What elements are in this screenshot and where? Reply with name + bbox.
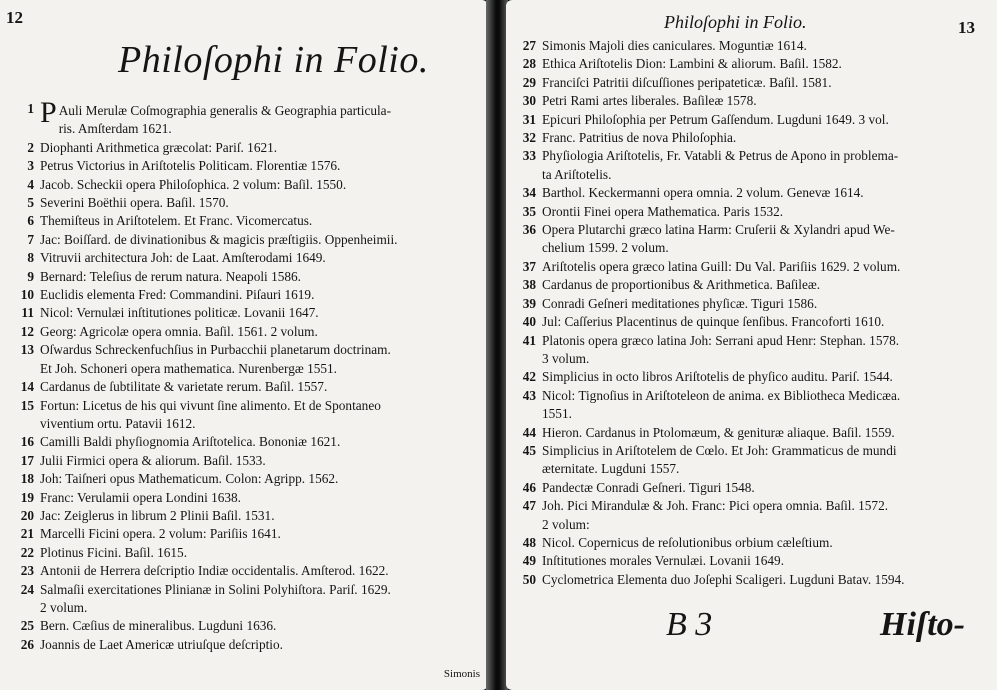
entry-text: Antonii de Herrera deſcriptio Indiæ occidentalis. Amſterod. 1622.	[40, 563, 389, 579]
catalog-entry	[510, 552, 980, 570]
catalog-entry	[6, 268, 482, 286]
catalog-entry	[6, 525, 482, 543]
catalog-entry	[510, 147, 980, 184]
catalog-entry	[510, 184, 980, 202]
entry-text: Jac: Zeiglerus in librum 2 Plinii Baſil. 1531.	[40, 507, 275, 523]
entry-number: 9	[27, 268, 34, 284]
catalog-entry	[510, 92, 980, 110]
entry-text: Platonis opera græco latina Joh: Serrani apud Henr: Stephan. 1578. 3 volum.	[542, 332, 900, 366]
book-gutter	[486, 0, 508, 690]
entry-text: Phyſiologia Ariſtotelis, Fr. Vatabli & Petrus de Apono in problema- ta Ariſtotelis.	[542, 148, 899, 182]
catalog-entry	[6, 452, 482, 470]
entry-number: 19	[20, 489, 34, 505]
catalog-entry	[510, 387, 980, 424]
entry-text: Camilli Baldi phyſiognomia Ariſtotelica. Bononiæ 1621.	[40, 434, 341, 450]
catalog-entry	[6, 617, 482, 635]
entry-number: 12	[20, 323, 34, 339]
page-title: Philoſophi in Folio.	[118, 39, 429, 81]
entry-text: Franciſci Patritii diſcuſſiones peripateticæ. Baſil. 1581.	[542, 74, 832, 90]
catalog-entry	[510, 111, 980, 129]
entry-number: 27	[522, 38, 536, 53]
signature-mark: B 3	[666, 606, 713, 643]
entry-number: 45	[522, 442, 536, 458]
entry-number: 5	[27, 195, 34, 211]
catalog-entry	[510, 571, 980, 589]
entry-text: Bern. Cæſius de mineralibus. Lugduni 1636.	[40, 618, 277, 634]
entry-number: 1	[27, 101, 34, 116]
catalog-entry	[6, 636, 482, 654]
entry-text: Severini Boëthii opera. Baſil. 1570.	[40, 195, 229, 211]
entry-text: Ethica Ariſtotelis Dion: Lambini & aliorum. Baſil. 1582.	[542, 56, 842, 72]
entry-number: 13	[20, 342, 34, 358]
entry-number: 4	[27, 176, 34, 192]
entry-text: Inſtitutiones morales Vernulæi. Lovanii 1649.	[542, 553, 785, 569]
entry-text: Jacob. Scheckii opera Philoſophica. 2 volum: Baſil. 1550.	[40, 176, 347, 192]
entry-number: 24	[20, 581, 34, 597]
entry-number: 8	[27, 250, 34, 266]
entry-text: Joh: Taiſneri opus Mathematicum. Colon: Agripp. 1562.	[40, 471, 339, 487]
catalog-entry	[6, 286, 482, 304]
page-number-right: 13	[958, 18, 975, 37]
catalog-entry	[6, 544, 482, 562]
entry-text: Petrus Victorius in Ariſtotelis Politicam. Florentiæ 1576.	[40, 158, 341, 174]
entry-text: Nicol: Vernulæi inſtitutiones politicæ. Lovanii 1647.	[40, 305, 319, 321]
entry-text: Simplicius in Ariſtotelem de Cœlo. Et Joh: Grammaticus de mundi æternitate. Lugduni 1557.	[542, 442, 897, 477]
entry-number: 20	[20, 507, 34, 523]
catalog-entry	[6, 341, 482, 378]
entry-number: 29	[522, 74, 536, 90]
entry-text: Julii Firmici opera & aliorum. Baſil. 1533.	[40, 452, 266, 468]
entry-number: 7	[27, 231, 34, 247]
entry-text: Simonis Majoli dies caniculares. Moguntiæ 1614.	[542, 38, 807, 53]
catalog-entry	[510, 479, 980, 497]
catalog-entry	[6, 157, 482, 175]
entry-number: 50	[522, 571, 536, 587]
catalog-entry	[510, 276, 980, 294]
entry-text: Petri Rami artes liberales. Baſileæ 1578.	[542, 93, 757, 109]
entry-number: 42	[522, 369, 536, 385]
entry-number: 22	[20, 544, 34, 560]
entry-number: 33	[522, 148, 536, 164]
entry-number: 15	[20, 397, 34, 413]
right-page	[506, 0, 997, 690]
entry-text: Vitruvii architectura Joh: de Laat. Amſterodami 1649.	[40, 250, 326, 266]
entry-number: 17	[20, 452, 34, 468]
catalog-entry	[510, 74, 980, 92]
entry-text: Oſwardus Schreckenfuchſius in Purbacchii planetarum doctrinam. Et Joh. Schoneri opera mathematica. Nurenbergæ 1551.	[40, 342, 391, 376]
entry-text: Georg: Agricolæ opera omnia. Baſil. 1561. 2 volum.	[40, 323, 318, 339]
entry-text: Plotinus Ficini. Baſil. 1615.	[40, 544, 188, 560]
catalog-entry	[6, 212, 482, 230]
page-number-left: 12	[6, 8, 23, 27]
entry-text: Diophanti Arithmetica græcolat: Pariſ. 1621.	[40, 139, 278, 155]
entry-number: 31	[522, 111, 536, 127]
catalog-entry	[510, 497, 980, 534]
entry-text: Orontii Finei opera Mathematica. Paris 1532.	[542, 203, 784, 219]
entry-text: Bernard: Teleſius de rerum natura. Neapoli 1586.	[40, 268, 301, 284]
entry-text: Euclidis elementa Fred: Commandini. Piſauri 1619.	[40, 287, 315, 303]
catalog-entry	[510, 129, 980, 147]
entry-number: 49	[522, 553, 536, 569]
entry-text: Salmaſii exercitationes Plinianæ in Solini Polyhiſtora. Pariſ. 1629. 2 volum.	[40, 581, 391, 615]
drop-capital: P	[40, 100, 57, 129]
entry-number: 39	[522, 295, 536, 311]
catalog-entry	[6, 562, 482, 580]
entry-list-right	[510, 37, 980, 589]
catalog-entry	[6, 304, 482, 322]
catalog-entry	[510, 221, 980, 258]
catalog-entry	[510, 368, 980, 386]
catalog-entry	[6, 231, 482, 249]
entry-text: Pandectæ Conradi Geſneri. Tiguri 1548.	[542, 479, 755, 495]
entry-text: Nicol. Copernicus de reſolutionibus orbium cæleſtium.	[542, 534, 833, 550]
entry-number: 11	[21, 305, 34, 321]
entry-number: 14	[20, 379, 34, 395]
entry-number: 32	[522, 130, 536, 146]
catalog-entry	[6, 507, 482, 525]
catalog-entry	[6, 139, 482, 157]
entry-text	[40, 100, 391, 139]
entry-number: 47	[522, 498, 536, 514]
entry-text: Cyclometrica Elementa duo Joſephi Scaligeri. Lugduni Batav. 1594.	[542, 571, 905, 587]
entry-number: 34	[522, 185, 536, 201]
catalog-entry	[6, 433, 482, 451]
entry-text: Jac: Boiſſard. de divinationibus & magicis præſtigiis. Oppenheimii.	[40, 231, 398, 247]
catalog-entry	[510, 442, 980, 479]
entry-number: 35	[522, 203, 536, 219]
entry-text: Simplicius in octo libros Ariſtotelis de phyſico auditu. Pariſ. 1544.	[542, 369, 893, 385]
entry-number: 43	[522, 387, 536, 403]
catalog-entry	[510, 37, 980, 55]
catalog-entry	[510, 55, 980, 73]
left-page	[0, 0, 488, 690]
entry-number: 36	[522, 222, 536, 238]
entry-text: Themiſteus in Ariſtotelem. Et Franc. Vicomercatus.	[40, 213, 313, 229]
entry-text: Barthol. Keckermanni opera omnia. 2 volum. Genevæ 1614.	[542, 185, 864, 201]
catalog-entry	[510, 424, 980, 442]
entry-number: 26	[20, 636, 34, 652]
entry-number: 40	[522, 314, 536, 330]
entry-number: 37	[522, 258, 536, 274]
catalog-entry	[510, 332, 980, 369]
entry-number: 48	[522, 534, 536, 550]
entry-text: Cardanus de ſubtilitate & varietate rerum. Baſil. 1557.	[40, 379, 328, 395]
entry-number: 16	[20, 434, 34, 450]
entry-number: 23	[20, 563, 34, 579]
entry-number: 28	[522, 56, 536, 72]
entry-number: 3	[27, 158, 34, 174]
entry-number: 30	[522, 93, 536, 109]
entry-number: 18	[20, 471, 34, 487]
entry-text: Conradi Geſneri meditationes phyſicæ. Tiguri 1586.	[542, 295, 818, 311]
catalog-entry	[6, 176, 482, 194]
entry-text: Franc: Verulamii opera Londini 1638.	[40, 489, 242, 505]
entry-text: Cardanus de proportionibus & Arithmetica. Baſileæ.	[542, 277, 821, 293]
entry-text: Hieron. Cardanus in Ptolomæum, & genituræ aliaque. Baſil. 1559.	[542, 424, 895, 440]
catalog-entry	[510, 295, 980, 313]
catalog-entry	[510, 258, 980, 276]
entry-text: Fortun: Licetus de his qui vivunt ſine alimento. Et de Spontaneo viventium ortu. Patavii 1612.	[40, 397, 381, 431]
catalog-entry	[6, 397, 482, 434]
entry-text-body: Auli Merulæ Coſmographia generalis & Geographia particula- ris. Amſterdam 1621.	[58, 103, 392, 137]
entry-number: 46	[522, 479, 536, 495]
entry-number: 38	[522, 277, 536, 293]
catalog-entry	[510, 534, 980, 552]
catalog-entry	[6, 249, 482, 267]
catalog-entry	[6, 489, 482, 507]
entry-text: Ariſtotelis opera græco latina Guill: Du Val. Pariſiis 1629. 2 volum.	[542, 258, 901, 274]
catalog-entry	[6, 194, 482, 212]
catalog-entry	[6, 581, 482, 618]
entry-list-left	[6, 100, 482, 654]
entry-text: Franc. Patritius de nova Philoſophia.	[542, 130, 737, 146]
catalog-entry	[6, 470, 482, 488]
catalog-entry	[6, 323, 482, 341]
entry-text: Nicol: Tignoſius in Ariſtoteleon de anima. ex Bibliotheca Medicæa. 1551.	[542, 387, 901, 422]
catalog-entry	[6, 100, 482, 139]
entry-text: Jul: Caſſerius Placentinus de quinque ſenſibus. Francoforti 1610.	[542, 314, 885, 330]
entry-number: 10	[20, 287, 34, 303]
entry-text: Joannis de Laet Americæ utriuſque deſcriptio.	[40, 636, 283, 652]
entry-number: 44	[522, 424, 536, 440]
entry-text: Opera Plutarchi græco latina Harm: Cruſerii & Xylandri apud We- chelium 1599. 2 volum.	[542, 222, 895, 256]
entry-number: 6	[27, 213, 34, 229]
entry-number: 2	[27, 139, 34, 155]
entry-number: 21	[20, 526, 34, 542]
catalog-entry	[510, 313, 980, 331]
running-title: Philoſophi in Folio.	[664, 12, 807, 32]
entry-text: Joh. Pici Mirandulæ & Joh. Franc: Pici opera omnia. Baſil. 1572. 2 volum:	[542, 498, 889, 532]
entry-number: 41	[522, 332, 536, 348]
catalog-entry	[510, 203, 980, 221]
catchword-right: Hiſto-	[880, 606, 965, 643]
entry-number: 25	[20, 618, 34, 634]
entry-text: Marcelli Ficini opera. 2 volum: Pariſiis 1641.	[40, 526, 281, 542]
entry-text: Epicuri Philoſophia per Petrum Gaſſendum. Lugduni 1649. 3 vol.	[542, 111, 889, 127]
catalog-entry	[6, 378, 482, 396]
catchword-left: Simonis	[443, 668, 480, 680]
